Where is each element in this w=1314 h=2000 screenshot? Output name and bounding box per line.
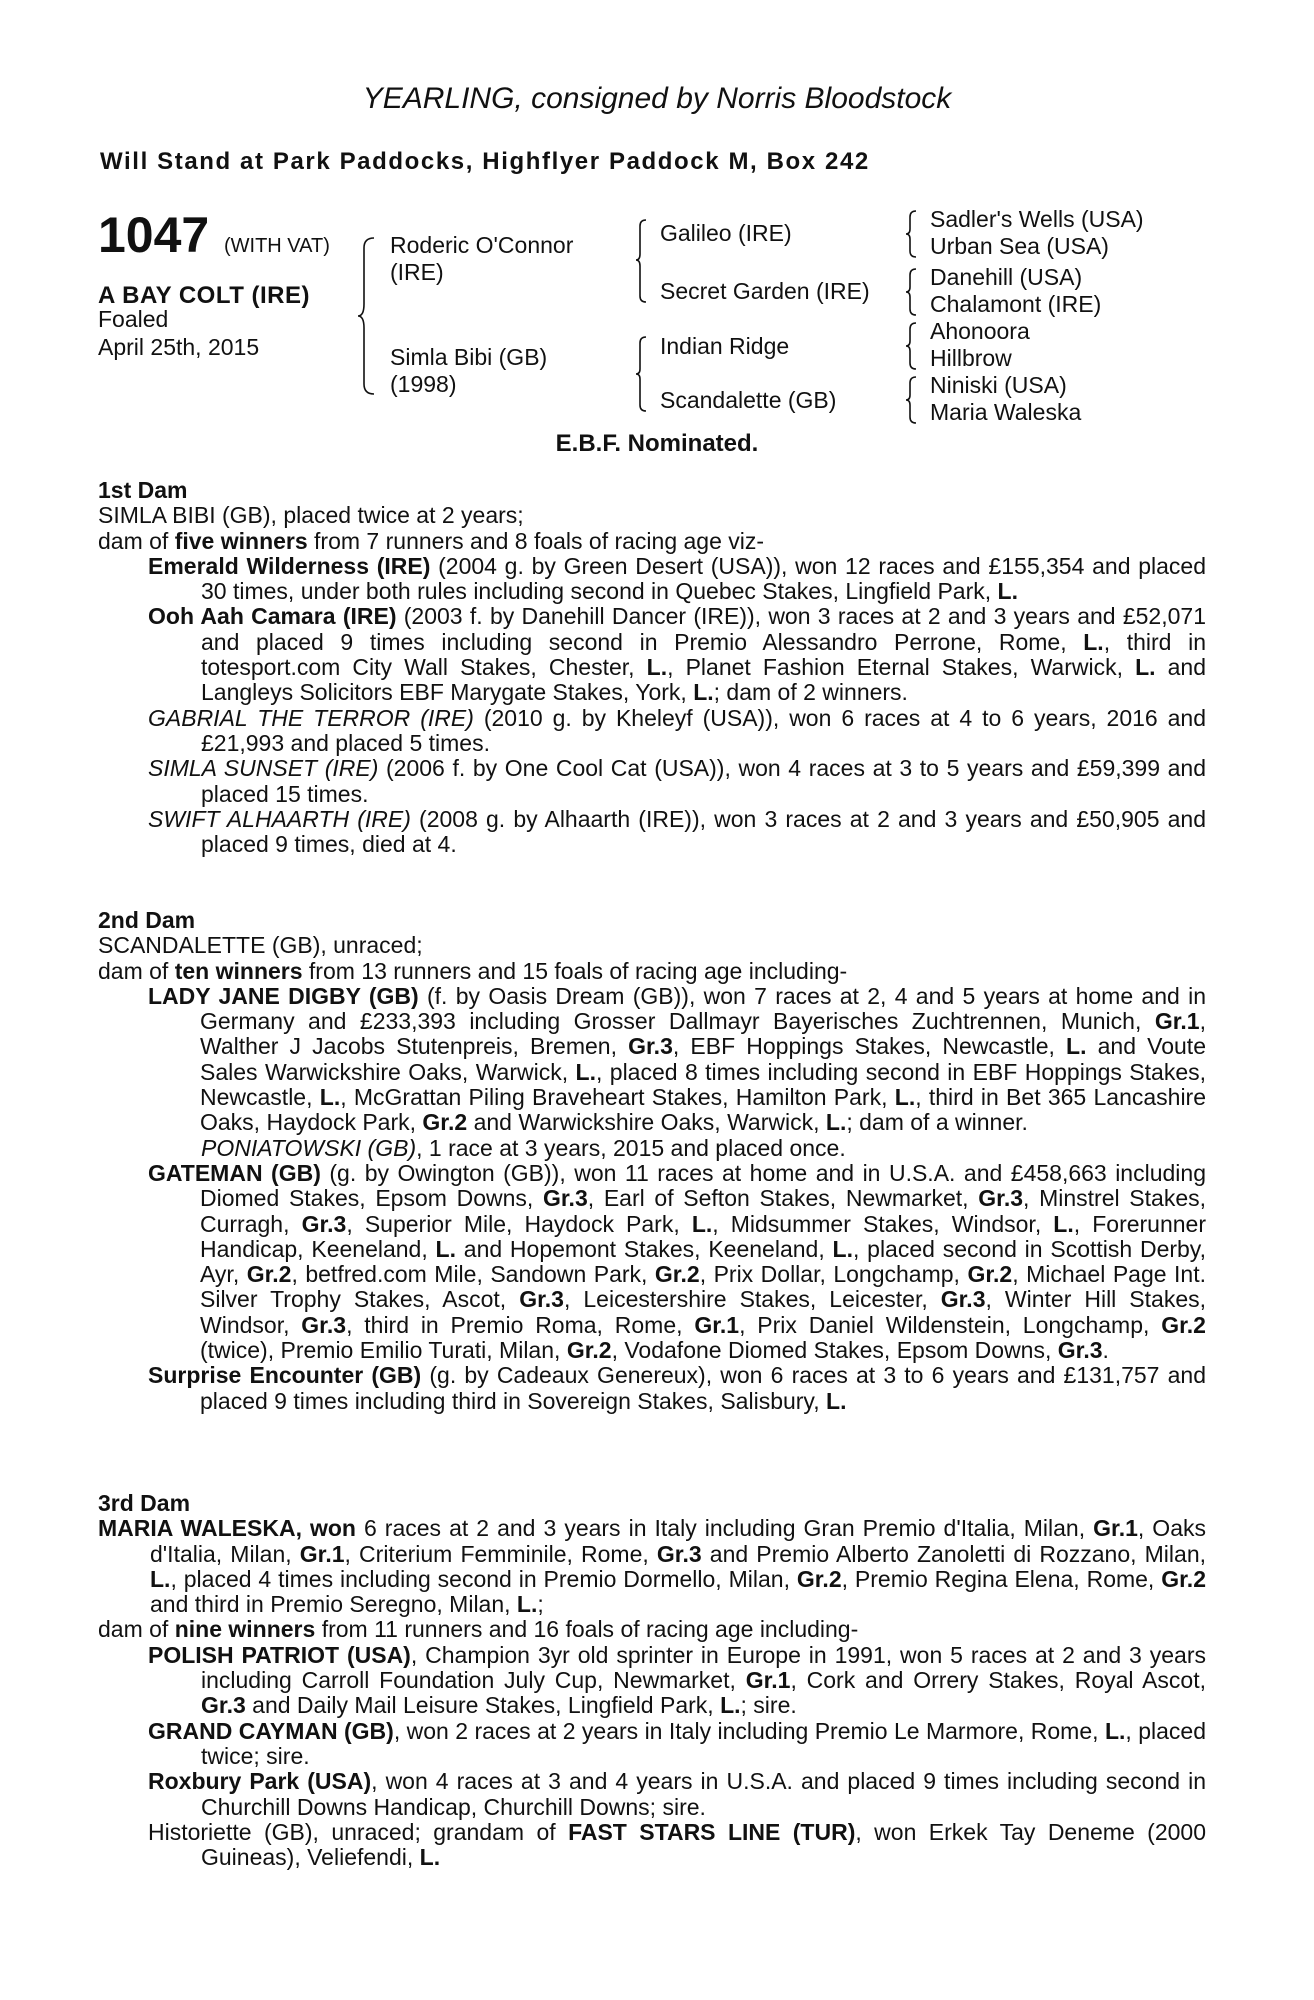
dam-dam: Scandalette (GB): [660, 387, 837, 413]
granddam-2: Urban Sea (USA): [930, 233, 1109, 259]
foaled-label: Foaled: [98, 306, 169, 332]
produce-entry: POLISH PATRIOT (USA), Champion 3yr old sprinter in Europe in 1991, won 5 races at 2 and 3 years including Carroll Foundation July Cup, Newmarket, Gr.1, Cork and Orrery Stakes, Royal Ascot, Gr.3 and Daily Mail Leisure Stakes, Lingfield Park, L.; sire.: [148, 1641, 1206, 1719]
produce-entry: Emerald Wilderness (IRE) (2004 g. by Green Desert (USA)), won 12 races and £155,354 and placed 30 times, under both rules including second in Quebec Stakes, Lingfield Park, L.: [148, 552, 1206, 605]
third-dam-heading: 3rd Dam: [98, 1490, 191, 1516]
granddam-4: Chalamont (IRE): [930, 291, 1102, 317]
third-dam-section: [98, 1491, 1206, 1870]
grandproduce-entry: PONIATOWSKI (GB), 1 race at 3 years, 2015 and placed once.: [201, 1134, 846, 1161]
second-dam-section: [98, 908, 1206, 1414]
ebf-nominated: E.B.F. Nominated.: [555, 430, 759, 457]
produce-entry: GABRIAL THE TERROR (IRE) (2010 g. by Kheleyf (USA)), won 6 races at 4 to 6 years, 2016 and £21,993 and placed 5 times.: [148, 704, 1207, 756]
pedigree-bracket-main: [360, 236, 380, 396]
produce-entry: GRAND CAYMAN (GB), won 2 races at 2 years in Italy including Premio Le Marmore, Rome, L., placed twice; sire.: [148, 1717, 1206, 1769]
produce-entry: Ooh Aah Camara (IRE) (2003 f. by Danehill Dancer (IRE)), won 3 races at 2 and 3 years and £52,071 and placed 9 times including second in Premio Alessandro Perrone, Rome, L., third in totesport.com City Wall Stakes, Chester, L., Planet Fashion Eternal Stakes, Warwick, L. and Langleys Solicitors EBF Marygate Stakes, York, L.; dam of 2 winners.: [148, 603, 1206, 706]
second-dam-produce: dam of ten winners from 13 runners and 15 foals of racing age including-: [98, 957, 848, 984]
first-dam-produce: dam of five winners from 7 runners and 8 foals of racing age viz-: [98, 527, 765, 554]
first-dam-heading: 1st Dam: [98, 477, 188, 503]
pedigree-bracket-g1: [906, 209, 920, 259]
foaled-date: April 25th, 2015: [98, 334, 260, 360]
grandsire-7: Niniski (USA): [930, 372, 1067, 398]
first-dam-summary: SIMLA BIBI (GB), placed twice at 2 years;: [98, 502, 524, 529]
grandsire-5: Ahonoora: [930, 318, 1030, 344]
pedigree-bracket-dam: [636, 335, 650, 413]
sire-name: Roderic O'Connor (IRE): [390, 232, 574, 285]
pedigree-bracket-sire: [636, 218, 650, 304]
second-dam-heading: 2nd Dam: [98, 907, 196, 933]
second-dam-summary: SCANDALETTE (GB), unraced;: [98, 932, 423, 959]
sire-sire: Galileo (IRE): [660, 220, 792, 246]
dam-sire: Indian Ridge: [660, 333, 790, 359]
produce-entry: Surprise Encounter (GB) (g. by Cadeaux Genereux), won 6 races at 3 to 6 years and £131,757 and placed 9 times including third in Sovereign Stakes, Salisbury, L.: [148, 1362, 1207, 1414]
pedigree-bracket-g4: [906, 375, 920, 425]
lot-name: A BAY COLT (IRE): [98, 282, 311, 309]
granddam-6: Hillbrow: [930, 345, 1012, 371]
first-dam-section: [98, 478, 1206, 857]
produce-entry: GATEMAN (GB) (g. by Owington (GB)), won 11 races at home and in U.S.A. and £458,663 including Diomed Stakes, Epsom Downs, Gr.3, Earl of Sefton Stakes, Newmarket, Gr.3, Minstrel Stakes, Curragh, Gr.3, Superior Mile, Haydock Park, L., Midsummer Stakes, Windsor, L., Forerunner Handicap, Keeneland, L. and Hopemont Stakes, Keeneland, L., placed second in Scottish Derby, Ayr, Gr.2, betfred.com Mile, Sandown Park, Gr.2, Prix Dollar, Longchamp, Gr.2, Michael Page Int. Silver Trophy Stakes, Ascot, Gr.3, Leicestershire Stakes, Leicester, Gr.3, Winter Hill Stakes, Windsor, Gr.3, third in Premio Roma, Rome, Gr.1, Prix Daniel Wildenstein, Longchamp, Gr.2 (twice), Premio Emilio Turati, Milan, Gr.2, Vodafone Diomed Stakes, Epsom Downs, Gr.3.: [148, 1159, 1207, 1364]
dam-name: Simla Bibi (GB) (1998): [390, 344, 548, 397]
grandsire-1: Sadler's Wells (USA): [930, 206, 1144, 232]
produce-entry: Historiette (GB), unraced; grandam of FAST STARS LINE (TUR), won Erkek Tay Deneme (2000 Guineas), Veliefendi, L.: [148, 1818, 1207, 1871]
third-dam-produce: dam of nine winners from 11 runners and 16 foals of racing age including-: [98, 1616, 859, 1643]
stand-location: Will Stand at Park Paddocks, Highflyer Paddock M, Box 242: [100, 148, 870, 175]
produce-entry: SWIFT ALHAARTH (IRE) (2008 g. by Alhaarth (IRE)), won 3 races at 2 and 3 years and £50,905 and placed 9 times, died at 4.: [148, 805, 1206, 858]
pedigree-bracket-g2: [906, 267, 920, 317]
produce-entry: LADY JANE DIGBY (GB) (f. by Oasis Dream (GB)), won 7 races at 2, 4 and 5 years at home and in Germany and £233,393 including Grosser Dallmayr Bayerisches Zuchtrennen, Munich, Gr.1, Walther J Jacobs Stutenpreis, Bremen, Gr.3, EBF Hoppings Stakes, Newcastle, L. and Voute Sales Warwickshire Oaks, Warwick, L., placed 8 times including second in EBF Hoppings Stakes, Newcastle, L., McGrattan Piling Braveheart Stakes, Hamilton Park, L., third in Bet 365 Lancashire Oaks, Haydock Park, Gr.2 and Warwickshire Oaks, Warwick, L.; dam of a winner.: [148, 982, 1207, 1136]
produce-entry: Roxbury Park (USA), won 4 races at 3 and 4 years in U.S.A. and placed 9 times including second in Churchill Downs Handicap, Churchill Downs; sire.: [148, 1768, 1206, 1820]
granddam-8: Maria Waleska: [930, 399, 1082, 425]
catalogue-header: YEARLING, consigned by Norris Bloodstock: [362, 82, 952, 115]
lot-number: 1047: [98, 207, 210, 263]
vat-note: (WITH VAT): [224, 235, 330, 257]
sire-dam: Secret Garden (IRE): [660, 278, 870, 304]
pedigree-bracket-g3: [906, 321, 920, 371]
third-dam-summary: MARIA WALESKA, won 6 races at 2 and 3 years in Italy including Gran Premio d'Italia, Milan, Gr.1, Oaks d'Italia, Milan, Gr.1, Criterium Femminile, Rome, Gr.3 and Premio Alberto Zanoletti di Rozzano, Milan, L., placed 4 times including second in Premio Dormello, Milan, Gr.2, Premio Regina Elena, Rome, Gr.2 and third in Premio Seregno, Milan, L.;: [98, 1515, 1207, 1618]
produce-entry: SIMLA SUNSET (IRE) (2006 f. by One Cool Cat (USA)), won 4 races at 3 to 5 years and £59,399 and placed 15 times.: [148, 755, 1207, 807]
grandsire-3: Danehill (USA): [930, 264, 1083, 290]
